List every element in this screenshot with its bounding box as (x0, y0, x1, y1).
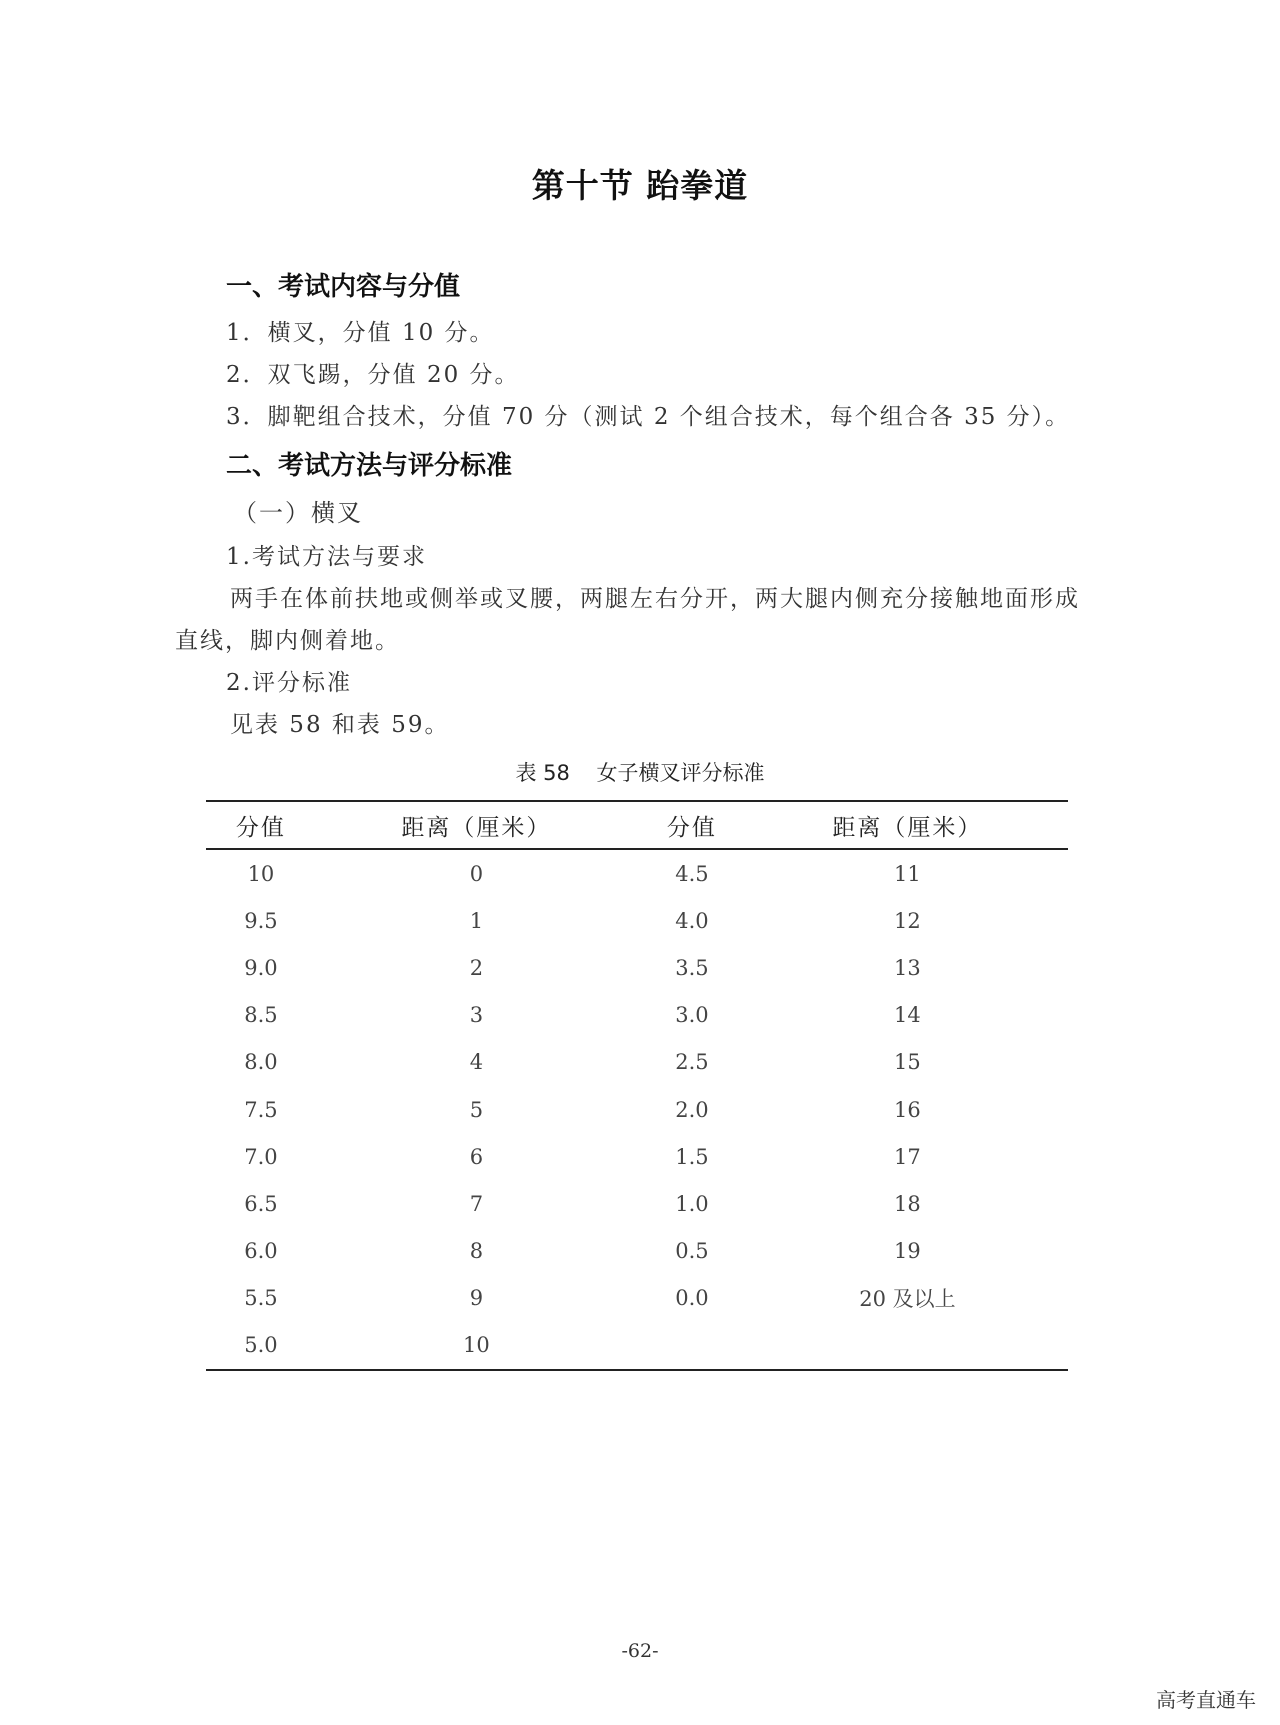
table-cell: 10 (247, 861, 275, 886)
table-cell: 18 (894, 1191, 921, 1216)
table-cell: 16 (894, 1097, 921, 1122)
table-cell: 11 (894, 861, 921, 886)
table-cell: 17 (894, 1144, 921, 1169)
table-cell: 6.0 (244, 1239, 278, 1264)
table-row (206, 992, 1068, 1039)
table-cell: 13 (894, 955, 921, 980)
table-caption: 表 58 女子横叉评分标准 (515, 761, 765, 785)
content-item-1: 1．横叉，分值 10 分。 (226, 320, 495, 346)
table-cell: 7.5 (244, 1097, 278, 1122)
table-cell: 9 (469, 1286, 484, 1311)
table-cell: 0 (469, 861, 484, 886)
table-row (206, 849, 1068, 897)
section-heading-1: 一、考试内容与分值 (226, 272, 461, 302)
table-row (206, 1228, 1068, 1275)
table-cell: 9.0 (244, 955, 278, 980)
table-cell: 3 (469, 1003, 484, 1028)
table-cell: 2.5 (675, 1050, 709, 1075)
table-row (206, 1275, 1068, 1322)
header-distance-2: 距离（厘米） (747, 801, 1068, 849)
table-cell (637, 1322, 747, 1370)
table-cell: 9.5 (244, 908, 278, 933)
subsection-heading: （一）横叉 (233, 499, 363, 527)
table-cell: 4.0 (675, 908, 709, 933)
section-heading-2: 二、考试方法与评分标准 (226, 451, 513, 481)
table-cell: 2 (469, 955, 484, 980)
table-row (206, 1086, 1068, 1133)
table-cell: 6.5 (244, 1191, 278, 1216)
content-item-2: 2．双飞踢，分值 20 分。 (226, 362, 520, 388)
header-distance-1: 距离（厘米） (316, 801, 637, 849)
table-cell: 15 (894, 1050, 921, 1075)
table-cell: 5 (469, 1097, 484, 1122)
table-cell: 7.0 (244, 1144, 278, 1169)
table-cell: 19 (894, 1239, 921, 1264)
page-number: -62- (621, 1640, 659, 1662)
table-cell: 8.5 (244, 1003, 278, 1028)
table-cell: 0.5 (675, 1239, 709, 1264)
table-cell: 12 (894, 908, 921, 933)
table-cell: 6 (469, 1144, 484, 1169)
table-cell: 14 (894, 1003, 921, 1028)
table-cell: 2.0 (675, 1097, 709, 1122)
page-title: 第十节 跆拳道 (531, 166, 749, 205)
table-row (206, 1180, 1068, 1227)
table-cell (747, 1322, 1068, 1370)
table-cell: 1.5 (675, 1144, 709, 1169)
table-row (206, 1322, 1068, 1370)
table-cell: 10 (316, 1322, 637, 1370)
table-cell: 7 (469, 1191, 484, 1216)
table-cell: 3.0 (675, 1003, 709, 1028)
method-text-line-1: 两手在体前扶地或侧举或叉腰，两腿左右分开，两大腿内侧充分接触地面形成 (230, 586, 1080, 612)
table-row (206, 1133, 1068, 1180)
table-cell: 4 (469, 1050, 484, 1075)
table-cell: 1.0 (675, 1191, 709, 1216)
method-text-line-2: 直线，脚内侧着地。 (175, 628, 400, 654)
table-cell: 8 (469, 1239, 484, 1264)
header-score-2: 分值 (637, 801, 747, 849)
table-cell: 8.0 (244, 1050, 278, 1075)
table-cell: 4.5 (675, 861, 709, 886)
scoring-title: 2.评分标准 (226, 670, 352, 696)
scoring-table (206, 800, 1068, 1371)
table-cell: 5.0 (206, 1322, 316, 1370)
table-row (206, 897, 1068, 944)
header-score-1: 分值 (206, 801, 316, 849)
table-cell: 5.5 (244, 1286, 278, 1311)
watermark: 高考直通车 (1156, 1688, 1256, 1712)
table-cell: 0.0 (675, 1286, 709, 1311)
table-header-row (206, 801, 1068, 849)
content-item-3: 3．脚靶组合技术，分值 70 分（测试 2 个组合技术，每个组合各 35 分）。 (226, 404, 1071, 430)
table-row (206, 1039, 1068, 1086)
scoring-text: 见表 58 和表 59。 (230, 712, 450, 738)
table-row (206, 944, 1068, 991)
table-cell: 3.5 (675, 955, 709, 980)
method-title: 1.考试方法与要求 (226, 544, 427, 570)
table-cell: 1 (469, 908, 484, 933)
table-cell: 20 及以上 (859, 1287, 956, 1312)
